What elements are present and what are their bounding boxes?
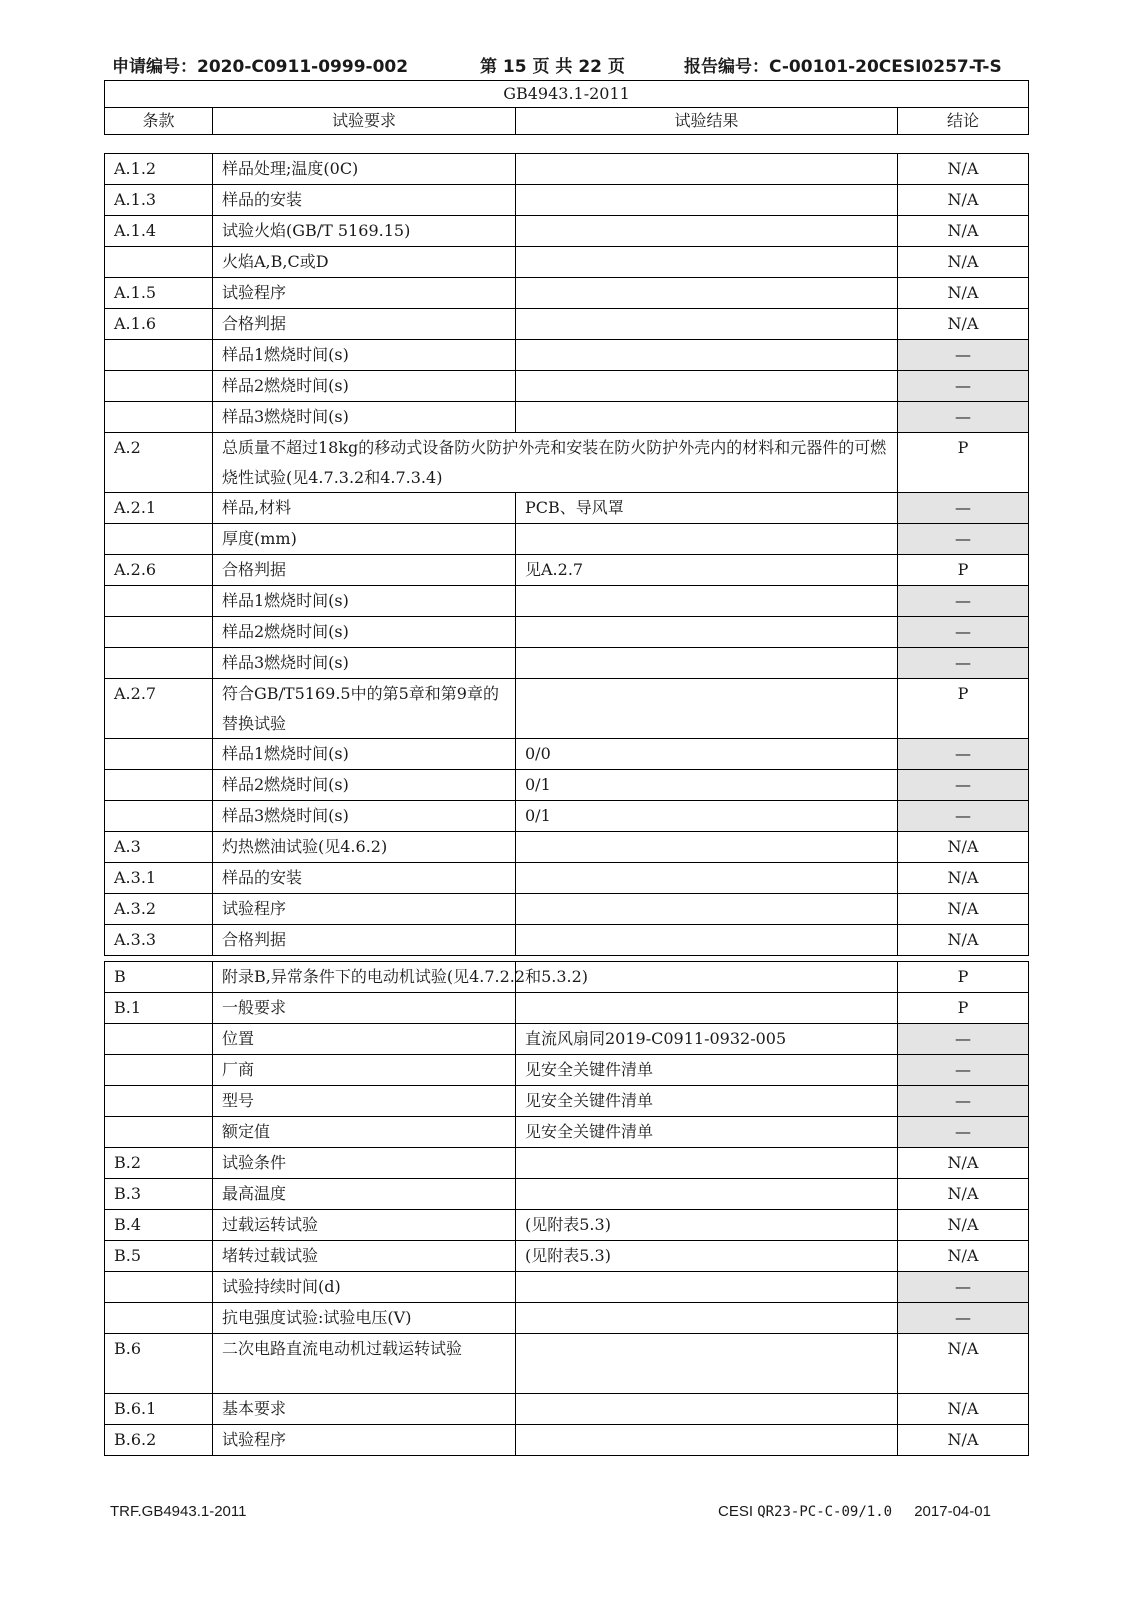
verdict-cell: — [898,524,1029,555]
requirement-cell: 试验程序 [213,894,516,925]
requirement-cell: 火焰A,B,C或D [213,247,516,278]
result-cell: 0/0 [516,739,898,770]
section-a-table [104,153,1029,956]
requirement-cell: 试验程序 [213,1425,516,1456]
column-header-requirement: 试验要求 [213,108,516,135]
result-cell: 0/1 [516,770,898,801]
clause-cell [105,1086,213,1117]
result-cell: 见A.2.7 [516,555,898,586]
verdict-cell: — [898,340,1029,371]
result-cell: 见安全关键件清单 [516,1086,898,1117]
result-cell [516,1425,898,1456]
footer-document-code [718,1503,991,1520]
requirement-cell: 符合GB/T5169.5中的第5章和第9章的替换试验 [213,679,516,739]
table-row [105,801,1029,832]
requirement-cell: 厂商 [213,1055,516,1086]
requirement-cell: 样品1燃烧时间(s) [213,586,516,617]
table-row [105,185,1029,216]
table-row [105,832,1029,863]
result-cell [516,402,898,433]
requirement-cell: 型号 [213,1086,516,1117]
verdict-cell: N/A [898,1394,1029,1425]
table-row [105,1024,1029,1055]
verdict-cell: P [898,433,1029,493]
verdict-cell: — [898,801,1029,832]
table-row [105,524,1029,555]
result-cell [516,1179,898,1210]
clause-cell: B.6.1 [105,1394,213,1425]
clause-cell: B.3 [105,1179,213,1210]
table-row [105,555,1029,586]
clause-cell [105,1117,213,1148]
requirement-cell: 样品1燃烧时间(s) [213,340,516,371]
verdict-cell: — [898,402,1029,433]
table-row [105,493,1029,524]
verdict-cell: — [898,1272,1029,1303]
table-row [105,1179,1029,1210]
section-b-table [104,961,1029,1456]
footer-date: 2017-04-01 [914,1503,991,1520]
table-row [105,371,1029,402]
result-cell: (见附表5.3) [516,1241,898,1272]
requirement-cell: 最高温度 [213,1179,516,1210]
clause-cell: A.2.7 [105,679,213,739]
requirement-cell: 样品处理;温度(0C) [213,154,516,185]
clause-cell: A.2.6 [105,555,213,586]
result-cell [516,679,898,739]
verdict-cell: N/A [898,154,1029,185]
clause-cell [105,1024,213,1055]
table-row [105,247,1029,278]
result-cell: (见附表5.3) [516,1210,898,1241]
clause-cell [105,1055,213,1086]
clause-cell: A.2 [105,433,213,493]
requirement-cell: 样品2燃烧时间(s) [213,371,516,402]
clause-cell: A.1.3 [105,185,213,216]
clause-cell: A.2.1 [105,493,213,524]
result-cell [516,524,898,555]
standard-title: GB4943.1-2011 [105,81,1029,108]
requirement-cell: 样品3燃烧时间(s) [213,648,516,679]
requirement-cell: 灼热燃油试验(见4.6.2) [213,832,516,863]
table-row [105,154,1029,185]
requirement-cell: 过载运转试验 [213,1210,516,1241]
requirement-cell: 样品2燃烧时间(s) [213,617,516,648]
requirement-cell: 试验程序 [213,278,516,309]
table-row [105,617,1029,648]
verdict-cell: — [898,371,1029,402]
result-cell [516,1148,898,1179]
requirement-cell: 总质量不超过18kg的移动式设备防火防护外壳和安装在防火防护外壳内的材料和元器件的可燃烧性试验(见4.7.3.2和4.7.3.4) [213,433,898,493]
verdict-cell: N/A [898,832,1029,863]
table-row [105,1425,1029,1456]
requirement-cell: 位置 [213,1024,516,1055]
result-cell: 见安全关键件清单 [516,1055,898,1086]
requirement-cell: 样品3燃烧时间(s) [213,801,516,832]
table-row [105,1394,1029,1425]
result-cell: PCB、导风罩 [516,493,898,524]
clause-cell: B [105,962,213,993]
result-cell [516,371,898,402]
clause-cell: A.3.1 [105,863,213,894]
requirement-cell: 试验条件 [213,1148,516,1179]
clause-cell [105,739,213,770]
table-row [105,648,1029,679]
requirement-cell: 试验火焰(GB/T 5169.15) [213,216,516,247]
requirement-cell: 合格判据 [213,925,516,956]
table-row [105,739,1029,770]
clause-cell: A.3 [105,832,213,863]
result-cell [516,1303,898,1334]
table-row [105,1241,1029,1272]
verdict-cell: — [898,739,1029,770]
requirement-cell: 样品的安装 [213,185,516,216]
verdict-cell: — [898,648,1029,679]
verdict-cell: N/A [898,925,1029,956]
result-cell [516,154,898,185]
report-number: 报告编号：C-00101-20CESI0257-T-S [684,57,1002,77]
result-cell [516,340,898,371]
result-cell: 0/1 [516,801,898,832]
table-row [105,216,1029,247]
clause-cell [105,770,213,801]
table-row [105,402,1029,433]
clause-cell: A.1.6 [105,309,213,340]
table-row [105,1117,1029,1148]
requirement-cell: 样品的安装 [213,863,516,894]
verdict-cell: — [898,1024,1029,1055]
requirement-cell: 厚度(mm) [213,524,516,555]
clause-cell [105,648,213,679]
table-row [105,1334,1029,1394]
clause-cell [105,586,213,617]
verdict-cell: N/A [898,1241,1029,1272]
result-cell [516,925,898,956]
table-row [105,1210,1029,1241]
footer-form-id: TRF.GB4943.1-2011 [110,1503,247,1520]
table-header [104,80,1029,135]
verdict-cell: P [898,679,1029,739]
table-row [105,1303,1029,1334]
clause-cell [105,402,213,433]
result-cell [516,832,898,863]
clause-cell [105,340,213,371]
result-cell [516,993,898,1024]
verdict-cell: P [898,993,1029,1024]
verdict-cell: N/A [898,1148,1029,1179]
verdict-cell: — [898,1303,1029,1334]
footer-code: QR23-PC-C-09/1.0 [757,1504,893,1520]
clause-cell: A.3.2 [105,894,213,925]
table-row [105,433,1029,493]
requirement-cell: 堵转过载试验 [213,1241,516,1272]
requirement-cell: 二次电路直流电动机过载运转试验 [213,1334,516,1394]
column-header-verdict: 结论 [898,108,1029,135]
clause-cell: B.2 [105,1148,213,1179]
result-cell [516,894,898,925]
requirement-cell: 基本要求 [213,1394,516,1425]
verdict-cell: — [898,617,1029,648]
verdict-cell: — [898,1086,1029,1117]
result-cell [516,309,898,340]
result-cell [516,617,898,648]
requirement-cell: 一般要求 [213,993,516,1024]
clause-cell: B.5 [105,1241,213,1272]
verdict-cell: P [898,555,1029,586]
clause-cell [105,1303,213,1334]
column-header-clause: 条款 [105,108,213,135]
footer-org: CESI [718,1503,754,1520]
clause-cell: A.3.3 [105,925,213,956]
page-number: 第 15 页 共 22 页 [480,57,625,77]
verdict-cell: N/A [898,1334,1029,1394]
result-cell [516,863,898,894]
verdict-cell: — [898,1055,1029,1086]
requirement-cell: 试验持续时间(d) [213,1272,516,1303]
clause-cell [105,247,213,278]
requirement-cell: 抗电强度试验:试验电压(V) [213,1303,516,1334]
clause-cell [105,1272,213,1303]
verdict-cell: N/A [898,216,1029,247]
table-row [105,962,1029,993]
verdict-cell: N/A [898,863,1029,894]
table-row [105,925,1029,956]
table-row [105,278,1029,309]
clause-cell: B.4 [105,1210,213,1241]
table-row [105,1055,1029,1086]
verdict-cell: P [898,962,1029,993]
result-cell: 直流风扇同2019-C0911-0932-005 [516,1024,898,1055]
column-header-result: 试验结果 [516,108,898,135]
result-cell [516,278,898,309]
verdict-cell: N/A [898,278,1029,309]
table-row [105,770,1029,801]
requirement-cell: 样品1燃烧时间(s) [213,739,516,770]
table-row [105,1086,1029,1117]
clause-cell: A.1.2 [105,154,213,185]
clause-cell [105,371,213,402]
table-row [105,1272,1029,1303]
requirement-cell: 额定值 [213,1117,516,1148]
clause-cell: B.1 [105,993,213,1024]
table-row [105,993,1029,1024]
verdict-cell: N/A [898,1210,1029,1241]
table-row [105,679,1029,739]
table-row [105,894,1029,925]
result-cell [516,1272,898,1303]
clause-cell: B.6.2 [105,1425,213,1456]
clause-cell [105,617,213,648]
table-row [105,586,1029,617]
verdict-cell: N/A [898,247,1029,278]
table-row [105,1148,1029,1179]
table-row [105,863,1029,894]
table-row [105,340,1029,371]
clause-cell: A.1.5 [105,278,213,309]
verdict-cell: — [898,586,1029,617]
table-row [105,309,1029,340]
verdict-cell: — [898,770,1029,801]
result-cell [516,185,898,216]
verdict-cell: N/A [898,1425,1029,1456]
requirement-cell: 样品3燃烧时间(s) [213,402,516,433]
result-cell [516,1394,898,1425]
requirement-cell: 合格判据 [213,309,516,340]
requirement-cell: 样品,材料 [213,493,516,524]
result-cell: 见安全关键件清单 [516,1117,898,1148]
result-cell [516,1334,898,1394]
clause-cell [105,801,213,832]
result-cell [516,247,898,278]
application-number: 申请编号：2020-C0911-0999-002 [112,57,409,77]
clause-cell: B.6 [105,1334,213,1394]
requirement-cell: 样品2燃烧时间(s) [213,770,516,801]
requirement-cell: 附录B,异常条件下的电动机试验(见4.7.2.2和5.3.2) [213,962,516,993]
result-cell [516,216,898,247]
verdict-cell: — [898,1117,1029,1148]
result-cell [516,648,898,679]
result-cell [516,586,898,617]
verdict-cell: N/A [898,1179,1029,1210]
verdict-cell: N/A [898,185,1029,216]
requirement-cell: 合格判据 [213,555,516,586]
clause-cell [105,524,213,555]
verdict-cell: N/A [898,309,1029,340]
clause-cell: A.1.4 [105,216,213,247]
verdict-cell: N/A [898,894,1029,925]
verdict-cell: — [898,493,1029,524]
